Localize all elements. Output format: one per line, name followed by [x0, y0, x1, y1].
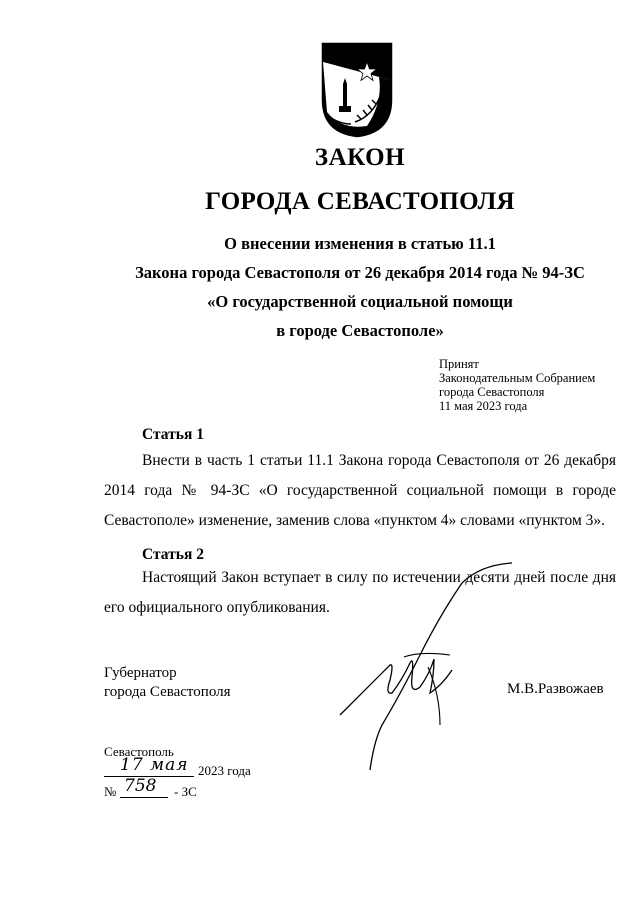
signatory-position [104, 664, 231, 702]
law-number [104, 776, 304, 802]
article-2-heading: Статья 2 [142, 546, 204, 563]
law-subject-line-3: «О государственной социальной помощи [207, 292, 513, 311]
number-underline [120, 797, 168, 798]
issuer-title: ГОРОДА СЕВАСТОПОЛЯ [205, 188, 515, 215]
date-year: 2023 года [198, 763, 251, 778]
handwritten-signature [330, 555, 530, 775]
handwritten-date: 17 мая [120, 755, 189, 775]
signing-city: Севастополь [104, 744, 174, 759]
law-subject-line-2: Закона города Севастополя от 26 декабря 2014 года № 94-ЗС [135, 263, 585, 282]
article-2-text: Настоящий Закон вступает в силу по истечении десяти дней после дня его официального опубликования. [104, 569, 616, 616]
law-subject-line-4: в городе Севастополе» [276, 321, 444, 340]
accepted-city: города Севастополя [439, 385, 545, 399]
number-suffix: - ЗС [174, 784, 197, 799]
law-subject-line-1: О внесении изменения в статью 11.1 [224, 234, 496, 253]
number-sign: № [104, 784, 117, 799]
signatory-position-line-1: Губернатор [104, 665, 177, 681]
article-1-text: Внести в часть 1 статьи 11.1 Закона города Севастополя от 26 декабря 2014 года № 94-ЗС «О государственной социальной помощи в городе Севастополе» изменение, заменив слова «пунктом 4» словами «пунктом 3». [104, 452, 616, 529]
acceptance-block [439, 357, 595, 413]
accepted-label: Принят [439, 357, 479, 371]
document-type-title: ЗАКОН [314, 144, 406, 171]
article-1-heading: Статья 1 [142, 426, 204, 443]
accepted-date: 11 мая 2023 года [439, 399, 528, 413]
handwritten-number: 758 [124, 776, 157, 796]
signatory-name: М.В.Развожаев [507, 681, 604, 697]
sevastopol-coat-of-arms-icon [321, 42, 393, 138]
accepted-body: Законодательным Собранием [439, 371, 596, 385]
signatory-position-line-2: города Севастополя [104, 684, 231, 700]
